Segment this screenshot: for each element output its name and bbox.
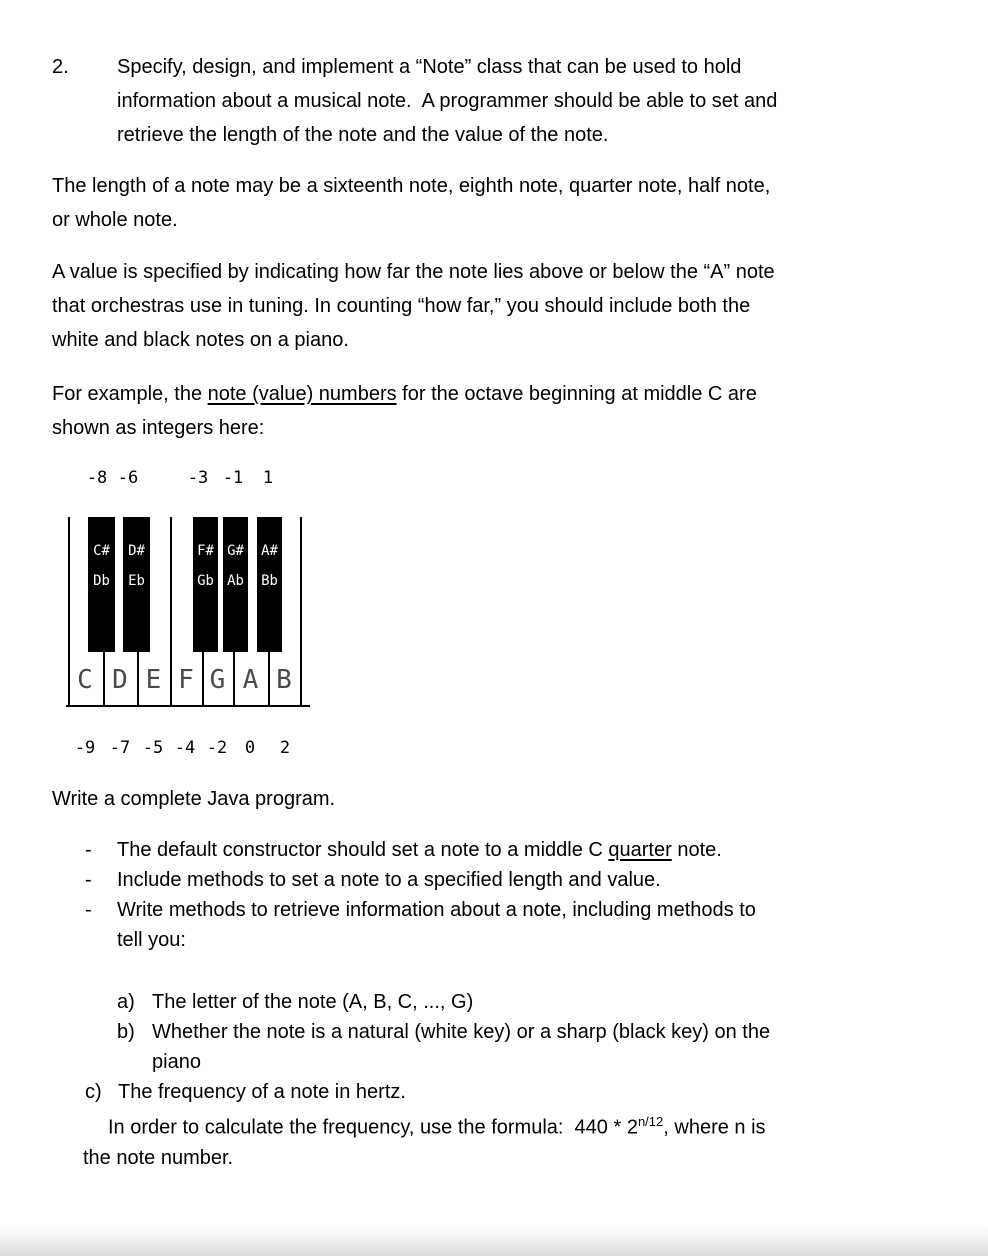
keyboard-baseline bbox=[66, 705, 310, 707]
example-text-pre: For example, the bbox=[52, 383, 208, 405]
black-key-number-c-sharp: -8 bbox=[86, 468, 108, 488]
formula-exponent: n/12 bbox=[637, 1114, 664, 1129]
black-key-a-flat-name: Bb bbox=[261, 573, 278, 589]
black-key-number-g-sharp: -1 bbox=[222, 468, 244, 488]
key-divider-e-f bbox=[170, 517, 172, 705]
page-bottom-shade bbox=[0, 1226, 988, 1256]
write-program-heading bbox=[52, 782, 335, 816]
paragraph-example-line-1 bbox=[52, 377, 757, 411]
marker-b: b) bbox=[117, 1021, 135, 1043]
paragraph-note-length-line-2: or whole note. bbox=[52, 209, 178, 231]
detail-a bbox=[52, 987, 770, 1017]
question-line-3: retrieve the length of the note and the value of the note. bbox=[117, 124, 609, 146]
example-text-post: for the octave beginning at middle C are bbox=[396, 383, 757, 405]
paragraph-note-length bbox=[52, 169, 770, 237]
marker-c: c) bbox=[85, 1081, 102, 1103]
white-key-number-b: 2 bbox=[279, 738, 291, 758]
method-detail-list bbox=[52, 987, 770, 1173]
note-number-line bbox=[52, 1143, 770, 1173]
write-program-text: Write a complete Java program. bbox=[52, 788, 336, 810]
paragraph-example bbox=[52, 377, 757, 445]
black-key-number-a-sharp: 1 bbox=[262, 468, 274, 488]
black-key-a-sharp-name: A# bbox=[261, 543, 278, 559]
black-key-a-sharp bbox=[257, 517, 282, 652]
white-key-c: C bbox=[77, 665, 93, 695]
formula-post: , where n is bbox=[663, 1116, 766, 1139]
frequency-formula-line bbox=[52, 1107, 770, 1143]
black-key-c-sharp-name: C# bbox=[93, 543, 110, 559]
white-key-number-a: 0 bbox=[244, 738, 256, 758]
requirement-default-constructor bbox=[52, 835, 756, 865]
piano-keyboard-diagram bbox=[68, 517, 302, 707]
white-key-b: B bbox=[276, 665, 292, 695]
example-text-underlined: note (value) numbers bbox=[207, 383, 397, 405]
detail-a-text: The letter of the note (A, B, C, ..., G) bbox=[152, 991, 474, 1013]
requirement-2-text: Include methods to set a note to a specified length and value. bbox=[117, 869, 661, 891]
paragraph-note-length-line-1: The length of a note may be a sixteenth note, eighth note, quarter note, half note, bbox=[52, 175, 771, 197]
paragraph-note-value bbox=[52, 255, 775, 357]
question-number: 2. bbox=[52, 56, 69, 78]
white-key-number-f: -4 bbox=[174, 738, 196, 758]
marker-a: a) bbox=[117, 991, 135, 1013]
white-key-f: F bbox=[178, 665, 194, 695]
requirement-set-methods bbox=[52, 865, 756, 895]
paragraph-example-line-2: shown as integers here: bbox=[52, 417, 265, 439]
black-key-g-flat-name: Ab bbox=[227, 573, 244, 589]
detail-b-line-1: Whether the note is a natural (white key) or a sharp (black key) on the bbox=[152, 1021, 771, 1043]
white-key-d: D bbox=[112, 665, 128, 695]
black-key-number-d-sharp: -6 bbox=[117, 468, 139, 488]
paragraph-note-value-line-2: that orchestras use in tuning. In counting “how far,” you should include both the bbox=[52, 295, 751, 317]
black-key-c-flat-name: Db bbox=[93, 573, 110, 589]
question-2-block bbox=[52, 50, 948, 152]
paragraph-note-value-line-3: white and black notes on a piano. bbox=[52, 329, 349, 351]
white-key-number-d: -7 bbox=[109, 738, 131, 758]
requirement-1-underlined: quarter bbox=[608, 839, 672, 861]
question-line-2: information about a musical note. A programmer should be able to set and bbox=[117, 90, 778, 112]
white-key-e: E bbox=[145, 665, 162, 695]
requirement-3-line-1: Write methods to retrieve information about a note, including methods to bbox=[117, 899, 756, 921]
detail-c bbox=[52, 1077, 770, 1107]
white-key-g: G bbox=[209, 665, 226, 695]
black-key-f-sharp bbox=[193, 517, 218, 652]
note-number-text: the note number. bbox=[83, 1146, 234, 1169]
black-key-number-f-sharp: -3 bbox=[187, 468, 209, 488]
requirement-1-pre: The default constructor should set a note to a middle C bbox=[117, 839, 609, 861]
black-key-g-sharp-name: G# bbox=[227, 543, 244, 559]
black-key-c-sharp bbox=[88, 517, 115, 652]
black-key-g-sharp bbox=[223, 517, 248, 652]
black-key-d-flat-name: Eb bbox=[128, 573, 145, 589]
white-key-number-c: -9 bbox=[74, 738, 96, 758]
dash-bullet: - bbox=[85, 899, 92, 921]
requirement-1-post: note. bbox=[671, 839, 722, 861]
black-key-d-sharp bbox=[123, 517, 150, 652]
dash-bullet: - bbox=[85, 869, 92, 891]
question-line-1: Specify, design, and implement a “Note” class that can be used to hold bbox=[117, 56, 742, 78]
white-key-number-e: -5 bbox=[142, 738, 164, 758]
detail-c-text: The frequency of a note in hertz. bbox=[118, 1081, 406, 1103]
white-key-number-g: -2 bbox=[206, 738, 228, 758]
paragraph-note-value-line-1: A value is specified by indicating how far the note lies above or below the “A” note bbox=[52, 261, 775, 283]
white-key-a: A bbox=[242, 665, 259, 695]
detail-b-line-2: piano bbox=[152, 1051, 201, 1073]
black-key-d-sharp-name: D# bbox=[128, 543, 145, 559]
requirement-3-line-2: tell you: bbox=[117, 929, 186, 951]
dash-bullet: - bbox=[85, 839, 92, 861]
black-key-f-flat-name: Gb bbox=[197, 573, 214, 589]
black-key-f-sharp-name: F# bbox=[197, 543, 214, 559]
requirement-retrieve-methods bbox=[52, 895, 756, 955]
detail-b bbox=[52, 1017, 770, 1077]
requirements-list bbox=[52, 835, 756, 955]
formula-pre: In order to calculate the frequency, use the formula: 440 * 2 bbox=[108, 1116, 638, 1139]
